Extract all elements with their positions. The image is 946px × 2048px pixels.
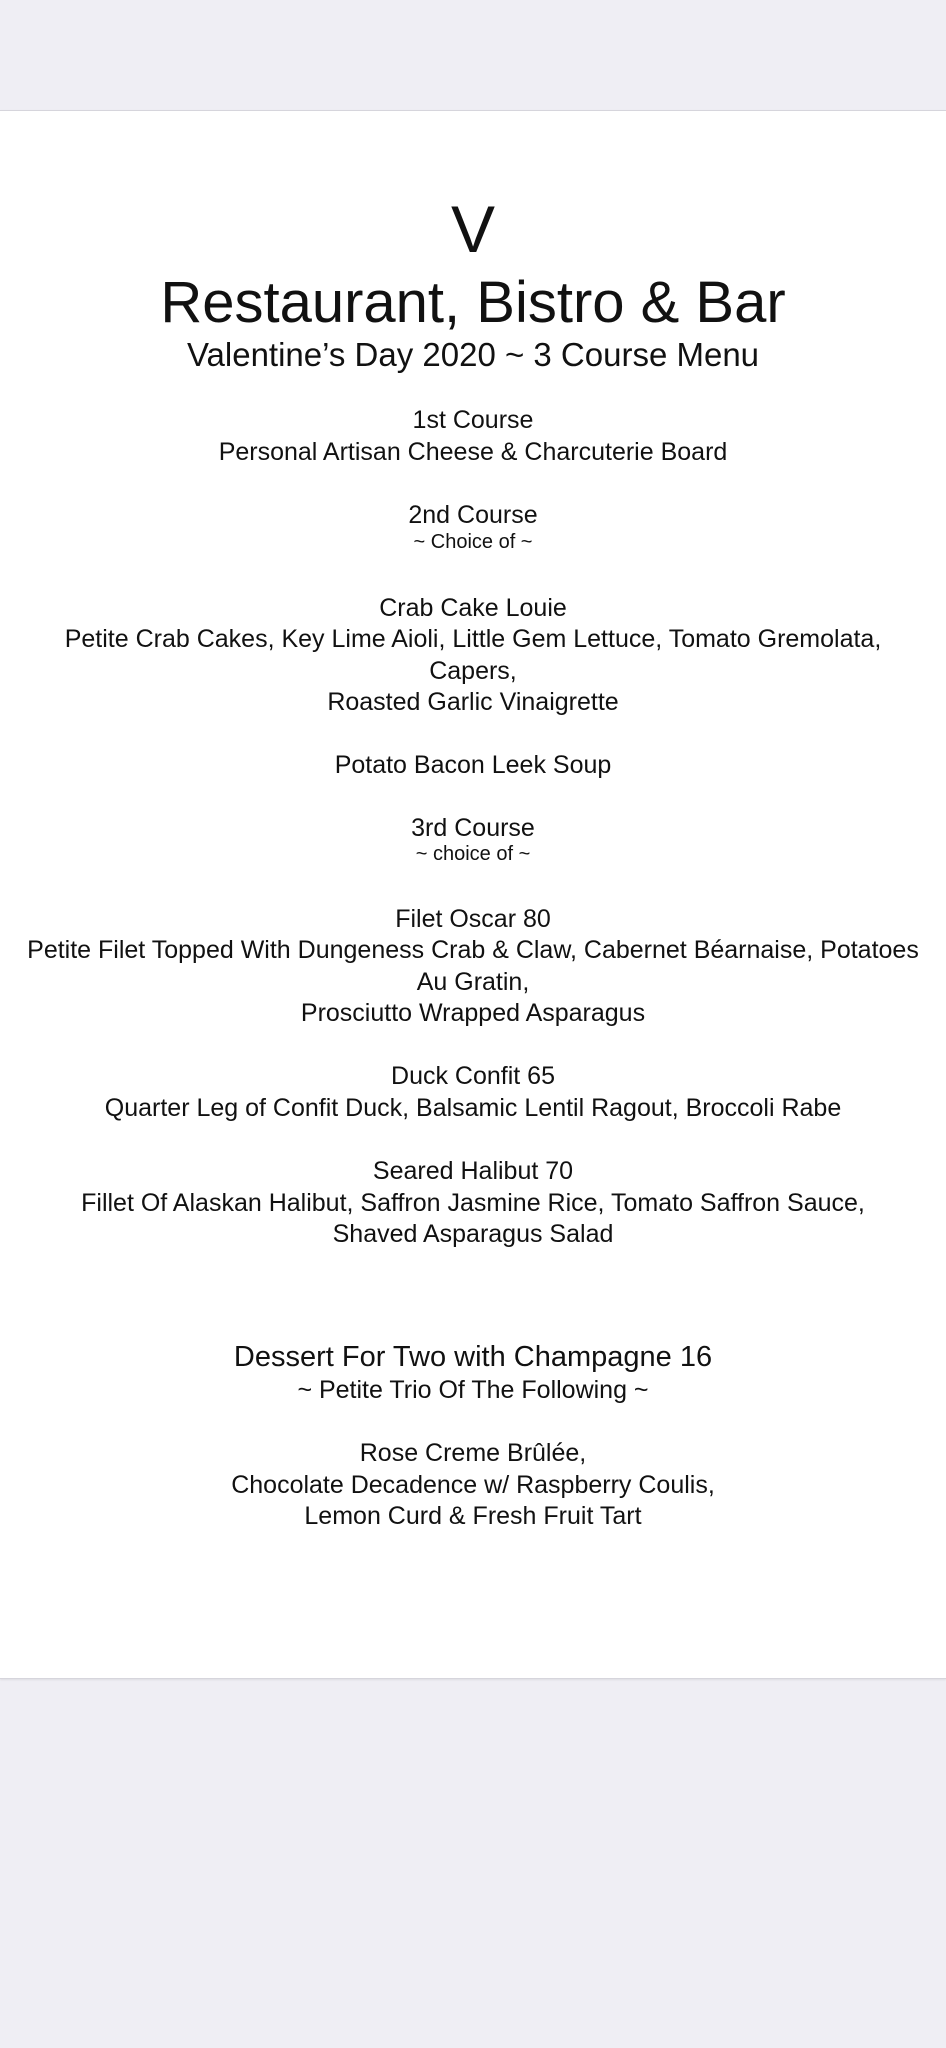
crab-cake-desc-3: Roasted Garlic Vinaigrette xyxy=(327,688,619,716)
filet-name: Filet Oscar 80 xyxy=(395,905,551,933)
filet-desc-2: Au Gratin, xyxy=(416,968,530,996)
dessert-item-3: Lemon Curd & Fresh Fruit Tart xyxy=(304,1502,642,1530)
dessert-title: Dessert For Two with Champagne 16 xyxy=(233,1341,713,1373)
duck-name: Duck Confit 65 xyxy=(391,1062,555,1090)
course1-heading: 1st Course xyxy=(412,406,534,434)
filet-desc-3: Prosciutto Wrapped Asparagus xyxy=(300,999,646,1027)
soup-name: Potato Bacon Leek Soup xyxy=(334,751,612,779)
course2-choice-note: ~ Choice of ~ xyxy=(413,531,533,553)
dessert-item-2: Chocolate Decadence w/ Raspberry Coulis, xyxy=(231,1471,715,1499)
course2-heading: 2nd Course xyxy=(408,501,538,529)
course3-heading: 3rd Course xyxy=(411,814,535,842)
crab-cake-desc-2: Capers, xyxy=(429,657,517,685)
dessert-item-1: Rose Creme Brûlée, xyxy=(359,1439,587,1467)
menu-page xyxy=(0,110,946,1679)
course1-item: Personal Artisan Cheese & Charcuterie Board xyxy=(218,438,728,466)
duck-desc-1: Quarter Leg of Confit Duck, Balsamic Lentil Ragout, Broccoli Rabe xyxy=(104,1094,842,1122)
halibut-desc-1: Fillet Of Alaskan Halibut, Saffron Jasmine Rice, Tomato Saffron Sauce, xyxy=(81,1189,865,1217)
dessert-subtitle: ~ Petite Trio Of The Following ~ xyxy=(297,1376,649,1404)
halibut-name: Seared Halibut 70 xyxy=(372,1157,574,1185)
filet-desc-1: Petite Filet Topped With Dungeness Crab & Claw, Cabernet Béarnaise, Potatoes xyxy=(27,936,919,964)
crab-cake-desc-1: Petite Crab Cakes, Key Lime Aioli, Little Gem Lettuce, Tomato Gremolata, xyxy=(64,625,882,653)
menu-title: Valentine’s Day 2020 ~ 3 Course Menu xyxy=(186,336,760,373)
halibut-desc-2: Shaved Asparagus Salad xyxy=(332,1220,614,1248)
logo-letter: V xyxy=(450,192,496,266)
course3-choice-note: ~ choice of ~ xyxy=(415,843,531,865)
crab-cake-name: Crab Cake Louie xyxy=(379,594,567,622)
restaurant-name: Restaurant, Bistro & Bar xyxy=(160,270,786,335)
